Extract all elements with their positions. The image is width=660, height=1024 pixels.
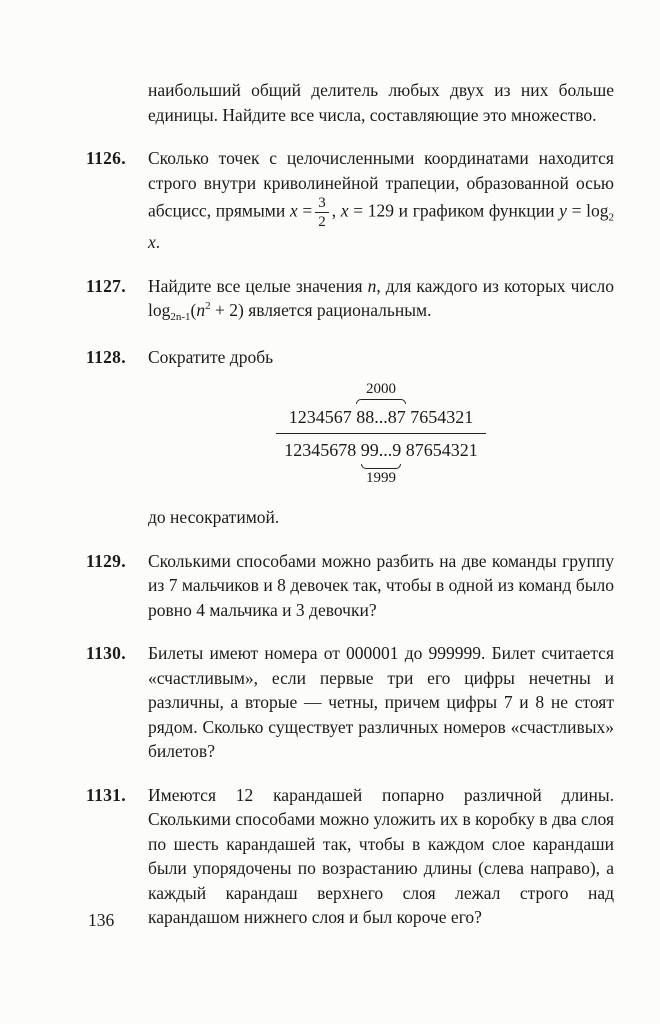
problem-1128-text bbox=[148, 345, 614, 530]
digits-left: 12345678 bbox=[284, 440, 357, 461]
problem-1128-number: 1128. bbox=[86, 346, 126, 367]
math-period: . bbox=[155, 232, 161, 253]
big-fraction-denominator bbox=[276, 434, 486, 487]
overbrace-icon bbox=[356, 399, 406, 404]
text-segment: графиком функции bbox=[412, 200, 555, 221]
math-superscript: 2 bbox=[205, 300, 211, 313]
problem-1126 bbox=[86, 146, 614, 255]
math-comma: , bbox=[331, 200, 337, 221]
inline-fraction-3-2 bbox=[315, 195, 329, 230]
problem-1129-text: Сколькими способами можно разбить на две команды группу из 7 мальчиков и 8 девочек так, чтобы в одной из команд было ровно 4 мальчика и 3 девочки? bbox=[148, 550, 614, 620]
math-var-n: n bbox=[196, 300, 206, 321]
problem-1130-text: Билеты имеют номера от 000001 до 999999. Билет считается «счастливым», если первые три его цифры нечетны и различны, а вторые — четны, причем цифры 7 и 8 не стоят рядом. Сколько существует различных номеров «счастливых» билетов? bbox=[148, 643, 614, 762]
fraction-display-container bbox=[148, 380, 614, 487]
math-var-x: x bbox=[289, 200, 298, 221]
problem-1128 bbox=[86, 345, 614, 530]
overbrace-label: 2000 bbox=[366, 380, 396, 397]
problem-continuation-text: наибольший общий делитель любых двух из них больше единицы. Найдите все числа, составляющие это множество. bbox=[148, 80, 614, 125]
problem-1131-text: Имеются 12 карандашей попарно различной длины. Сколькими способами можно уложить их в коробку в два слоя по шесть карандашей так, чтобы в каждом слое карандаши были упорядочены по возрастанию длины (слева направо), а каждый карандаш верхнего слоя лежал строго над карандашом нижнего слоя и был короче его? bbox=[148, 784, 614, 928]
underbrace-label: 1999 bbox=[366, 470, 396, 487]
text-segment: является рациональным. bbox=[248, 300, 432, 321]
math-subscript: 2n-1 bbox=[170, 311, 191, 324]
problem-1129-number: 1129. bbox=[86, 550, 126, 571]
text-segment: Сократите дробь bbox=[148, 346, 274, 367]
repeated-digits-group bbox=[360, 438, 402, 487]
digits-left: 1234567 bbox=[288, 407, 352, 428]
problem-1126-text bbox=[148, 146, 614, 255]
problem-1130 bbox=[86, 641, 614, 764]
problem-1130-number: 1130. bbox=[86, 643, 126, 664]
math-log: log bbox=[148, 300, 171, 321]
math-log: = log bbox=[571, 200, 609, 221]
underbrace bbox=[361, 463, 402, 489]
text-segment: Найдите все целые значения bbox=[148, 275, 363, 296]
digits-right: 7654321 bbox=[410, 407, 474, 428]
digits-middle: 88...87 bbox=[356, 407, 406, 428]
math-equals: = bbox=[302, 200, 313, 221]
math-var-n: n bbox=[367, 275, 377, 296]
math-var-y: y bbox=[559, 200, 567, 221]
problem-1127-number: 1127. bbox=[86, 275, 126, 296]
text-segment: до несократимой. bbox=[148, 507, 280, 528]
math-subscript: 2 bbox=[608, 211, 615, 224]
fraction-numerator: 3 bbox=[315, 195, 329, 213]
big-fraction-numerator bbox=[276, 380, 486, 434]
problem-1127-text bbox=[148, 274, 614, 326]
problem-1131 bbox=[86, 783, 614, 930]
page-number: 136 bbox=[88, 910, 115, 930]
problem-1127 bbox=[86, 274, 614, 326]
math-paren-open: ( bbox=[190, 300, 197, 321]
math-equals-129: = 129 и bbox=[353, 200, 409, 221]
text-segment: , для каждого из которых число bbox=[376, 275, 614, 296]
text-segment: Сколько точек с целочисленными координатами находится строго внутри криволинейной трапеции, образованной осью абсцисс, прямыми bbox=[148, 148, 614, 221]
digits-right: 87654321 bbox=[405, 440, 478, 461]
fraction-denominator: 2 bbox=[318, 214, 326, 231]
problem-1126-number: 1126. bbox=[86, 148, 126, 168]
digits-middle: 99...9 bbox=[360, 440, 402, 461]
math-var-x: x bbox=[340, 200, 349, 221]
overbrace bbox=[356, 380, 406, 406]
problem-1129 bbox=[86, 549, 614, 623]
math-expression-rest: + 2) bbox=[210, 300, 244, 321]
math-var-x: x bbox=[148, 232, 156, 253]
big-fraction bbox=[276, 380, 486, 487]
repeated-digits-group bbox=[356, 380, 406, 430]
problem-1131-number: 1131. bbox=[86, 784, 126, 805]
